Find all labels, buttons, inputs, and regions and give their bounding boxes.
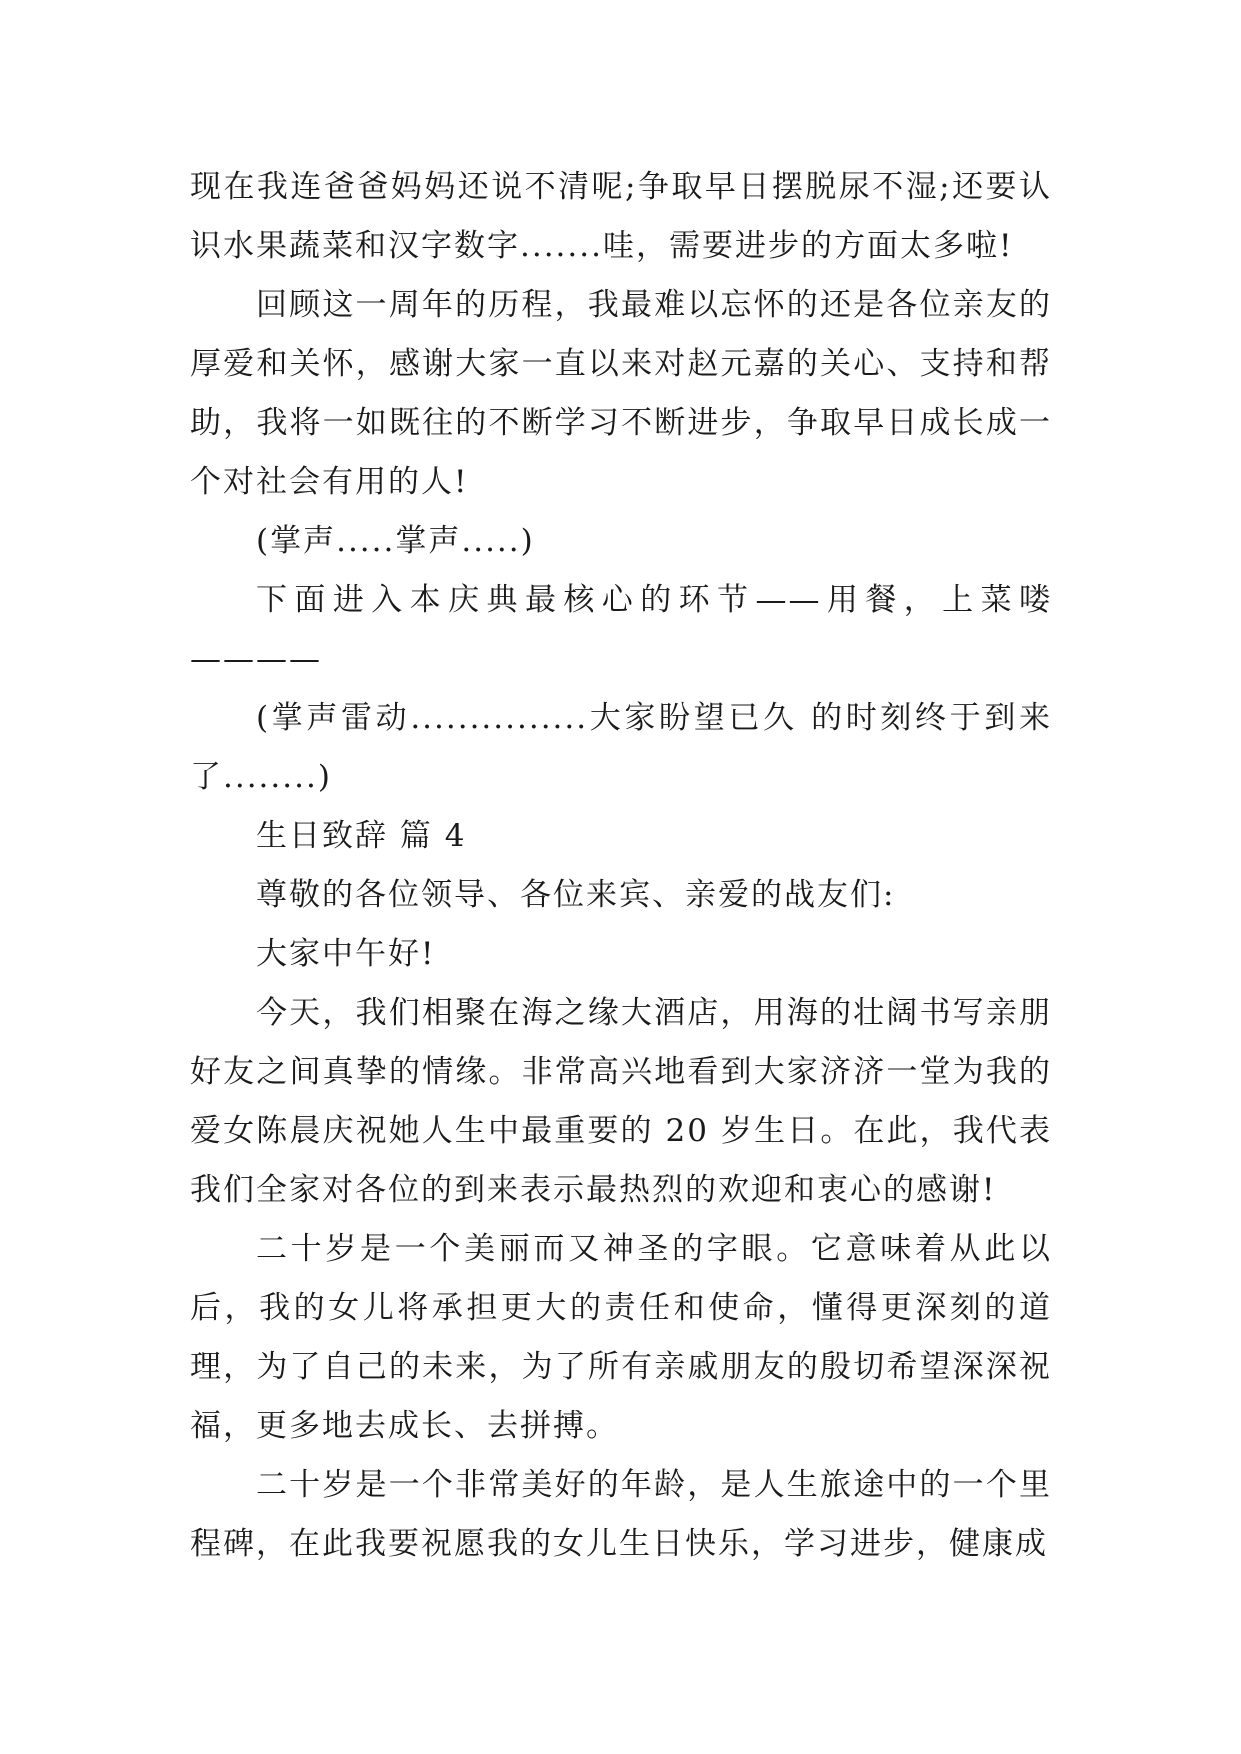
paragraph: (掌声.....掌声.....) — [256, 523, 535, 559]
paragraph: 下面进入本庆典最核心的环节——用餐，上菜喽———— — [190, 582, 1052, 677]
paragraph: 回顾这一周年的历程，我最难以忘怀的还是各位亲友的厚爱和关怀，感谢大家一直以来对赵元嘉的关心、支持和帮助，我将一如既往的不断学习不断进步，争取早日成长成一个对社会有用的人! — [190, 287, 1052, 500]
paragraph: 今天，我们相聚在海之缘大酒店，用海的壮阔书写亲朋好友之间真挚的情缘。非常高兴地看到大家济济一堂为我的爱女陈晨庆祝她人生中最重要的 20 岁生日。在此，我代表我们全家对各位的到来表示最热烈的欢迎和衷心的感谢! — [190, 995, 1052, 1208]
salutation: 尊敬的各位领导、各位来宾、亲爱的战友们: — [256, 877, 896, 913]
paragraph: 二十岁是一个非常美好的年龄，是人生旅途中的一个里程碑，在此我要祝愿我的女儿生日快乐，学习进步，健康成 — [190, 1467, 1052, 1562]
section-heading: 生日致辞 篇 4 — [256, 818, 467, 854]
greeting: 大家中午好! — [256, 936, 436, 972]
paragraph: 现在我连爸爸妈妈还说不清呢;争取早日摆脱尿不湿;还要认识水果蔬菜和汉字数字.......哇，需要进步的方面太多啦! — [190, 169, 1052, 264]
paragraph: 二十岁是一个美丽而又神圣的字眼。它意味着从此以后，我的女儿将承担更大的责任和使命，懂得更深刻的道理，为了自己的未来，为了所有亲戚朋友的殷切希望深深祝福，更多地去成长、去拼搏。 — [190, 1231, 1052, 1444]
document-body — [190, 158, 1052, 1574]
paragraph: (掌声雷动...............大家盼望已久 的时刻终于到来了........) — [190, 700, 1052, 795]
